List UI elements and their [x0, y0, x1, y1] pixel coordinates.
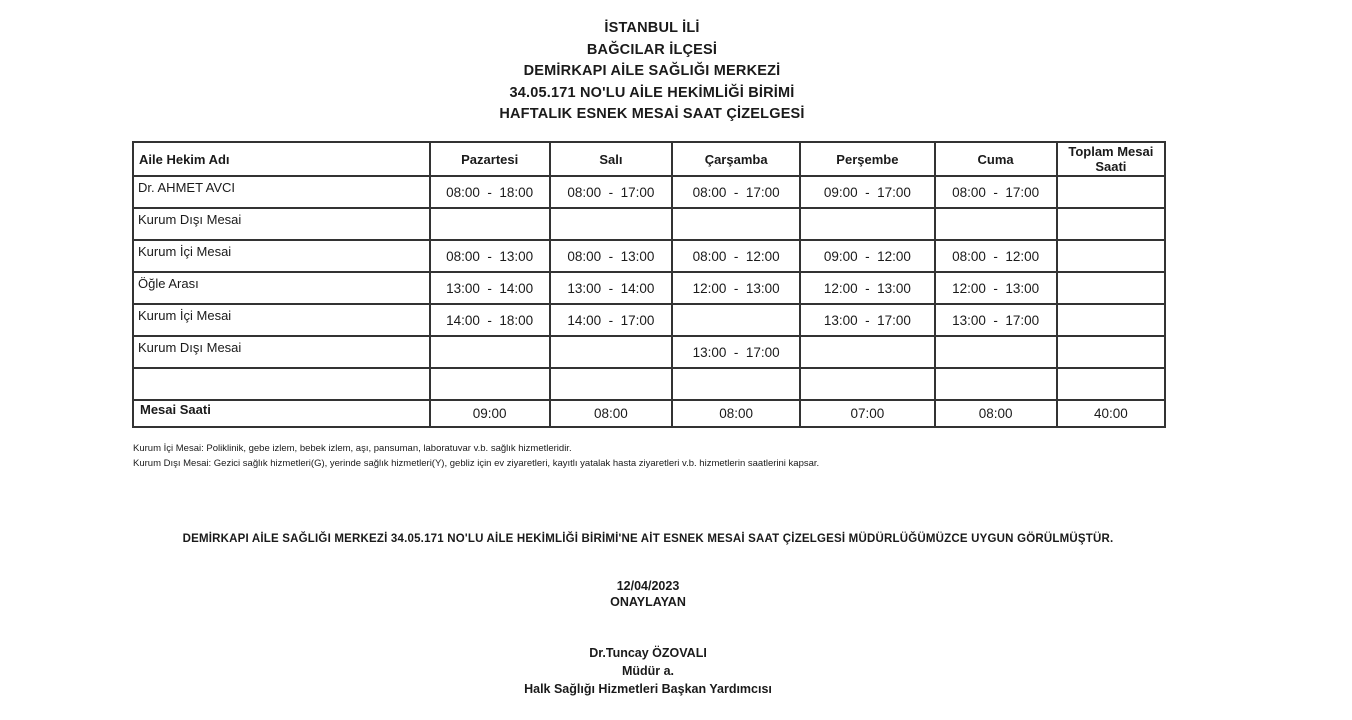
- table-row: [133, 208, 1165, 240]
- row-total-cell: [1057, 208, 1165, 240]
- table-row: [133, 240, 1165, 272]
- row-total-cell: [1057, 304, 1165, 336]
- column-header: Çarşamba: [672, 142, 800, 176]
- time-cell: 08:00 - 13:00: [550, 240, 672, 272]
- column-header: Perşembe: [800, 142, 934, 176]
- summary-row: [133, 400, 1165, 427]
- signer-name: Dr.Tuncay ÖZOVALI: [589, 646, 707, 660]
- summary-cell: 08:00: [550, 400, 672, 427]
- row-label: Dr. AHMET AVCI: [133, 176, 430, 208]
- table-row: [133, 336, 1165, 368]
- column-header: Aile Hekim Adı: [133, 142, 430, 176]
- time-cell: 08:00 - 17:00: [550, 176, 672, 208]
- column-header: Salı: [550, 142, 672, 176]
- row-total-cell: [1057, 336, 1165, 368]
- footnote-internal-hours: Kurum İçi Mesai: Poliklinik, gebe izlem, bebek izlem, aşı, pansuman, laboratuvar v.b. sağlık hizmetleridir.: [133, 443, 572, 454]
- time-cell: 08:00 - 17:00: [672, 176, 800, 208]
- time-cell: [935, 208, 1057, 240]
- time-cell: 08:00 - 12:00: [672, 240, 800, 272]
- row-label: Kurum Dışı Mesai: [133, 208, 430, 240]
- table-row: [133, 176, 1165, 208]
- time-cell: 12:00 - 13:00: [800, 272, 934, 304]
- time-cell: 14:00 - 17:00: [550, 304, 672, 336]
- time-cell: [672, 304, 800, 336]
- summary-total-cell: 40:00: [1057, 400, 1165, 427]
- schedule-table: [132, 141, 1166, 428]
- time-cell: [800, 368, 934, 400]
- column-header: Cuma: [935, 142, 1057, 176]
- summary-cell: 09:00: [430, 400, 550, 427]
- signer-position: Halk Sağlığı Hizmetleri Başkan Yardımcısı: [524, 682, 772, 696]
- time-cell: [935, 336, 1057, 368]
- header-province: İSTANBUL İLİ: [604, 20, 700, 36]
- row-total-cell: [1057, 176, 1165, 208]
- summary-cell: 08:00: [935, 400, 1057, 427]
- footnotes: [133, 441, 819, 471]
- time-cell: 13:00 - 14:00: [550, 272, 672, 304]
- signature-block: [0, 644, 1296, 698]
- time-cell: 13:00 - 14:00: [430, 272, 550, 304]
- row-label: Kurum İçi Mesai: [133, 240, 430, 272]
- summary-cell: 08:00: [672, 400, 800, 427]
- footnote-external-hours: Kurum Dışı Mesai: Gezici sağlık hizmetleri(G), yerinde sağlık hizmetleri(Y), gebliz için ev ziyaretleri, kayıtlı yatalak hasta ziyaretleri v.b. hizmetlerin saatlerini kapsar.: [133, 458, 820, 469]
- time-cell: [550, 208, 672, 240]
- time-cell: [800, 336, 934, 368]
- time-cell: [550, 336, 672, 368]
- row-label: Öğle Arası: [133, 272, 430, 304]
- time-cell: [672, 208, 800, 240]
- time-cell: 13:00 - 17:00: [672, 336, 800, 368]
- approval-statement: DEMİRKAPI AİLE SAĞLIĞI MERKEZİ 34.05.171 NO'LU AİLE HEKİMLİĞİ BİRİMİ'NE AİT ESNEK MESAİ SAAT ÇİZELGESİ MÜDÜRLÜĞÜMÜZCE UYGUN GÖRÜLMÜŞTÜR.: [182, 533, 1114, 545]
- row-total-cell: [1057, 240, 1165, 272]
- time-cell: [430, 336, 550, 368]
- header-title: HAFTALIK ESNEK MESAİ SAAT ÇİZELGESİ: [499, 106, 805, 122]
- time-cell: 08:00 - 12:00: [935, 240, 1057, 272]
- time-cell: [430, 208, 550, 240]
- time-cell: 09:00 - 17:00: [800, 176, 934, 208]
- time-cell: [672, 368, 800, 400]
- time-cell: 08:00 - 13:00: [430, 240, 550, 272]
- approval-block: [0, 578, 1296, 610]
- row-total-cell: [1057, 368, 1165, 400]
- time-cell: 12:00 - 13:00: [672, 272, 800, 304]
- header-district: BAĞCILAR İLÇESİ: [586, 41, 718, 58]
- row-total-cell: [1057, 272, 1165, 304]
- time-cell: [800, 208, 934, 240]
- header-health-center: DEMİRKAPI AİLE SAĞLIĞI MERKEZİ: [523, 63, 781, 79]
- summary-cell: 07:00: [800, 400, 934, 427]
- column-header-total: [1057, 142, 1165, 176]
- table-row: [133, 272, 1165, 304]
- time-cell: [935, 368, 1057, 400]
- time-cell: 13:00 - 17:00: [935, 304, 1057, 336]
- signer-role: Müdür a.: [621, 664, 675, 678]
- header-unit: 34.05.171 NO'LU AİLE HEKİMLİĞİ BİRİMİ: [509, 84, 795, 101]
- row-label: Kurum İçi Mesai: [133, 304, 430, 336]
- time-cell: 13:00 - 17:00: [800, 304, 934, 336]
- time-cell: 08:00 - 17:00: [935, 176, 1057, 208]
- column-header-total-label: Toplam Mesai Saati: [1068, 144, 1154, 174]
- table-header-row: [133, 142, 1165, 176]
- table-row: [133, 368, 1165, 400]
- row-label: [133, 368, 430, 400]
- summary-label: Mesai Saati: [133, 400, 430, 427]
- row-label: Kurum Dışı Mesai: [133, 336, 430, 368]
- time-cell: 08:00 - 18:00: [430, 176, 550, 208]
- time-cell: 09:00 - 12:00: [800, 240, 934, 272]
- document-header: [0, 18, 1304, 126]
- table-row: [133, 304, 1165, 336]
- time-cell: [550, 368, 672, 400]
- approver-title: ONAYLAYAN: [610, 595, 686, 609]
- time-cell: 14:00 - 18:00: [430, 304, 550, 336]
- column-header: Pazartesi: [430, 142, 550, 176]
- time-cell: 12:00 - 13:00: [935, 272, 1057, 304]
- time-cell: [430, 368, 550, 400]
- approval-date: 12/04/2023: [616, 579, 680, 593]
